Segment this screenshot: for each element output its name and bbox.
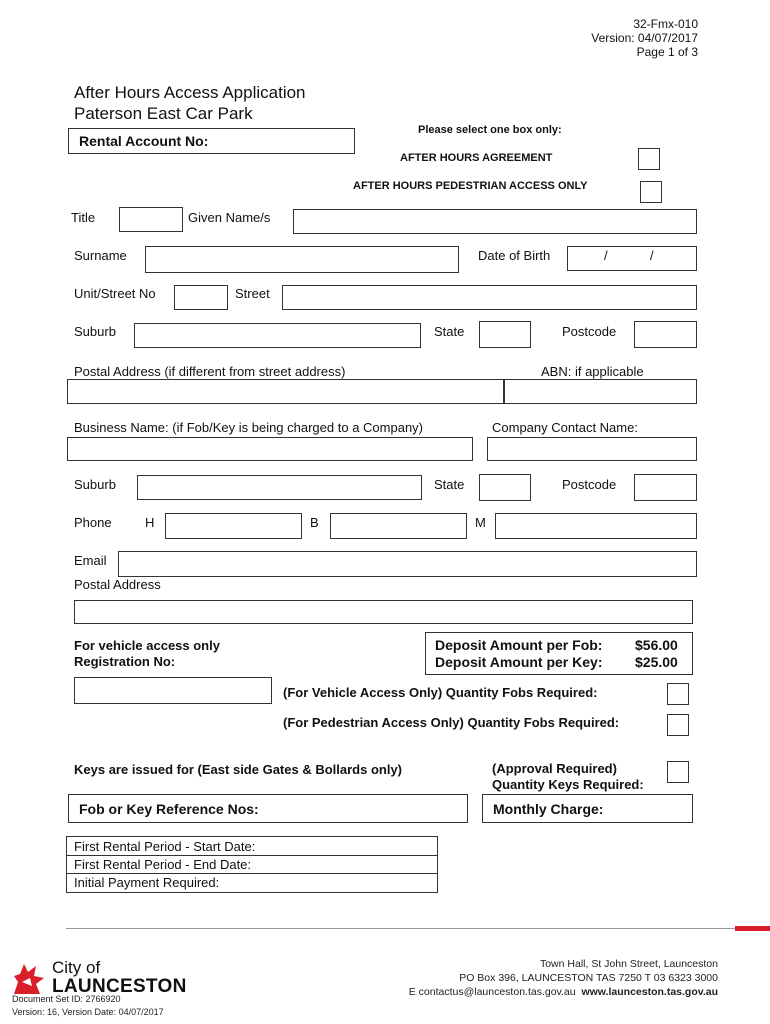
select-instruction: Please select one box only: bbox=[418, 124, 562, 136]
pedestrian-fobs-label: (For Pedestrian Access Only) Quantity Fobs Required: bbox=[283, 715, 620, 730]
suburb-label: Suburb bbox=[74, 324, 116, 339]
rental-account-label: Rental Account No: bbox=[79, 133, 209, 149]
end-date-label: First Rental Period - End Date: bbox=[74, 857, 252, 872]
dob-separator: / bbox=[650, 248, 654, 263]
office-use-box bbox=[66, 836, 438, 893]
footer-accent-bar bbox=[735, 926, 770, 931]
business-state-label: State bbox=[434, 477, 465, 492]
fob-key-reference-label: Fob or Key Reference Nos: bbox=[79, 801, 259, 817]
registration-input[interactable] bbox=[74, 677, 272, 704]
after-hours-agreement-checkbox[interactable] bbox=[638, 148, 660, 170]
postcode-label: Postcode bbox=[562, 324, 617, 339]
phone-business-label: B bbox=[310, 515, 319, 530]
title-input[interactable] bbox=[119, 207, 183, 232]
phone-home-label: H bbox=[145, 515, 155, 530]
state-label: State bbox=[434, 324, 465, 339]
business-suburb-label: Suburb bbox=[74, 477, 116, 492]
email-label: Email bbox=[74, 553, 107, 568]
phone-business-input[interactable] bbox=[330, 513, 467, 539]
dob-label: Date of Birth bbox=[478, 248, 551, 263]
form-code: 32-Fmx-010 bbox=[633, 17, 698, 31]
document-set-id: Document Set ID: 2766920 bbox=[12, 994, 121, 1004]
given-names-label: Given Name/s bbox=[188, 210, 271, 225]
state-input[interactable] bbox=[479, 321, 531, 348]
logo-city-text: City of bbox=[52, 958, 101, 977]
unit-label: Unit/Street No bbox=[74, 286, 156, 301]
initial-payment-label: Initial Payment Required: bbox=[74, 875, 220, 890]
phone-home-input[interactable] bbox=[165, 513, 302, 539]
vehicle-fobs-label: (For Vehicle Access Only) Quantity Fobs Required: bbox=[283, 685, 598, 700]
contact-line bbox=[409, 986, 718, 998]
monthly-charge-field[interactable] bbox=[482, 794, 693, 823]
deposit-key-label: Deposit Amount per Key: bbox=[435, 654, 603, 670]
surname-input[interactable] bbox=[145, 246, 459, 273]
street-label: Street bbox=[235, 286, 270, 301]
business-suburb-input[interactable] bbox=[137, 475, 422, 500]
dob-separator: / bbox=[604, 248, 608, 263]
postcode-input[interactable] bbox=[634, 321, 697, 348]
business-postcode-input[interactable] bbox=[634, 474, 697, 501]
approval-required-label: (Approval Required) bbox=[492, 761, 617, 776]
deposit-fob-label: Deposit Amount per Fob: bbox=[435, 637, 603, 653]
website-link[interactable]: www.launceston.tas.gov.au bbox=[581, 986, 718, 998]
phone-label: Phone bbox=[74, 515, 112, 530]
pedestrian-fobs-input[interactable] bbox=[667, 714, 689, 736]
contact-email[interactable]: E contactus@launceston.tas.gov.au bbox=[408, 986, 576, 998]
address-line-1: Town Hall, St John Street, Launceston bbox=[539, 958, 718, 970]
title-label: Title bbox=[71, 210, 96, 225]
form-version: Version: 04/07/2017 bbox=[591, 31, 698, 45]
monthly-charge-label: Monthly Charge: bbox=[493, 801, 604, 817]
logo-name-text: LAUNCESTON bbox=[52, 976, 187, 997]
business-state-input[interactable] bbox=[479, 474, 531, 501]
dob-input[interactable] bbox=[567, 246, 697, 271]
abn-label: ABN: if applicable bbox=[541, 364, 644, 379]
email-input[interactable] bbox=[118, 551, 697, 577]
deposit-fob-amount: $56.00 bbox=[635, 637, 678, 653]
company-contact-label: Company Contact Name: bbox=[492, 420, 638, 435]
start-date-label: First Rental Period - Start Date: bbox=[74, 839, 256, 854]
surname-label: Surname bbox=[74, 248, 127, 263]
company-contact-input[interactable] bbox=[487, 437, 697, 461]
postal-address-label: Postal Address bbox=[74, 577, 161, 592]
abn-input[interactable] bbox=[504, 379, 697, 404]
option-pedestrian-access-label: AFTER HOURS PEDESTRIAN ACCESS ONLY bbox=[353, 180, 588, 192]
form-title: After Hours Access Application bbox=[74, 83, 306, 102]
registration-label: Registration No: bbox=[74, 654, 176, 669]
postal-address-input[interactable] bbox=[74, 600, 693, 624]
address-line-2: PO Box 396, LAUNCESTON TAS 7250 T 03 6323 3000 bbox=[459, 972, 718, 984]
given-names-input[interactable] bbox=[293, 209, 697, 234]
phone-mobile-label: M bbox=[475, 515, 486, 530]
phone-mobile-input[interactable] bbox=[495, 513, 697, 539]
vehicle-access-label: For vehicle access only bbox=[74, 638, 220, 653]
business-name-input[interactable] bbox=[67, 437, 473, 461]
city-logo-icon bbox=[10, 960, 48, 996]
postal-address-diff-input[interactable] bbox=[67, 379, 504, 404]
unit-input[interactable] bbox=[174, 285, 228, 310]
page-number: Page 1 of 3 bbox=[636, 45, 698, 59]
deposit-box bbox=[425, 632, 693, 675]
keys-issued-label: Keys are issued for (East side Gates & Bollards only) bbox=[74, 762, 403, 777]
keys-required-input[interactable] bbox=[667, 761, 689, 783]
option-after-hours-agreement-label: AFTER HOURS AGREEMENT bbox=[400, 152, 553, 164]
pedestrian-access-checkbox[interactable] bbox=[640, 181, 662, 203]
street-input[interactable] bbox=[282, 285, 697, 310]
form-subtitle: Paterson East Car Park bbox=[74, 104, 253, 123]
suburb-input[interactable] bbox=[134, 323, 421, 348]
keys-required-label: Quantity Keys Required: bbox=[492, 777, 644, 792]
postal-address-diff-label: Postal Address (if different from street address) bbox=[74, 364, 346, 379]
rental-account-field[interactable] bbox=[68, 128, 355, 154]
business-name-label: Business Name: (if Fob/Key is being charged to a Company) bbox=[74, 420, 424, 435]
document-version: Version: 16, Version Date: 04/07/2017 bbox=[12, 1007, 164, 1017]
vehicle-fobs-input[interactable] bbox=[667, 683, 689, 705]
fob-key-reference-field[interactable] bbox=[68, 794, 468, 823]
business-postcode-label: Postcode bbox=[562, 477, 617, 492]
deposit-key-amount: $25.00 bbox=[635, 654, 678, 670]
